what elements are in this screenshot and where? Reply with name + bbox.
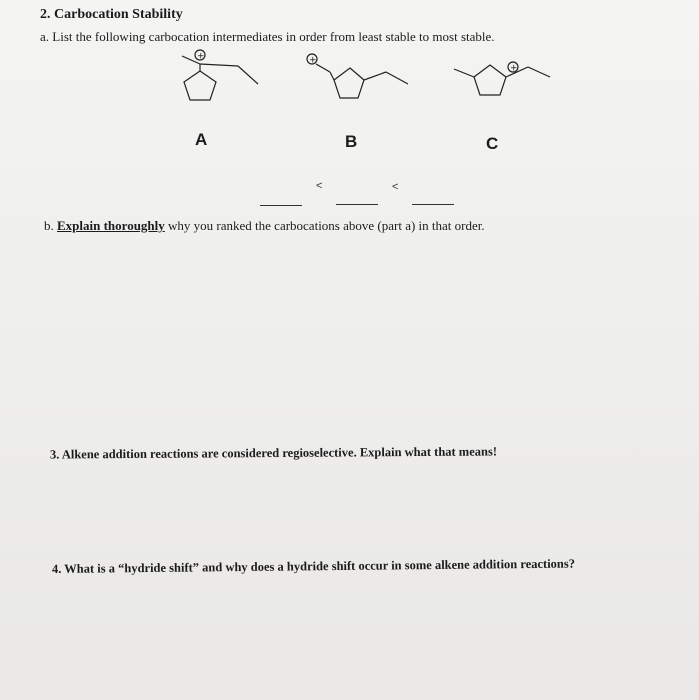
structure-label-a: A — [195, 130, 208, 149]
carbocation-structure-c — [450, 55, 560, 105]
structure-label-c: C — [486, 134, 499, 153]
cation-bond-b — [316, 64, 330, 72]
ring-link-b — [330, 72, 334, 80]
chain-bond-b1 — [364, 72, 386, 80]
question-2a-prompt: a. List the following carbocation intermediates in order from least stable to most stable. — [40, 29, 495, 44]
cyclopentane-ring-c — [474, 65, 506, 95]
charge-sign-a: + — [197, 51, 205, 62]
chain-bond-c2 — [528, 67, 550, 77]
charge-sign-b: + — [309, 55, 317, 66]
cyclopentane-ring-a — [184, 71, 216, 100]
answer-blank-3[interactable] — [412, 204, 454, 205]
methyl-bond-c — [454, 69, 474, 77]
answer-blank-2[interactable] — [336, 204, 378, 205]
carbocation-structure-b — [300, 50, 420, 105]
part-b-prefix: b. — [44, 218, 57, 233]
cyclopentane-ring-b — [334, 68, 364, 98]
chain-bond-b2 — [386, 72, 408, 84]
carbocation-structure-a — [160, 44, 270, 104]
question-4-prompt: 4. What is a “hydride shift” and why does a hydride shift occur in some alkene addition reactions? — [51, 556, 576, 576]
question-2-title: 2. Carbocation Stability — [40, 7, 183, 22]
part-b-emphasis: Explain thoroughly — [57, 218, 165, 233]
question-3-prompt: 3. Alkene addition reactions are considered regioselective. Explain what that means! — [49, 444, 498, 462]
chain-bond-a2 — [238, 66, 258, 84]
less-than-symbol-2: < — [392, 181, 399, 193]
chain-bond-a1 — [200, 64, 238, 66]
charge-sign-c: + — [510, 63, 518, 74]
less-than-symbol-1: < — [316, 180, 323, 192]
structure-label-b: B — [345, 132, 358, 151]
answer-blank-1[interactable] — [260, 205, 302, 206]
part-b-rest: why you ranked the carbocations above (part a) in that order. — [164, 218, 485, 233]
question-2b-prompt — [44, 218, 485, 234]
